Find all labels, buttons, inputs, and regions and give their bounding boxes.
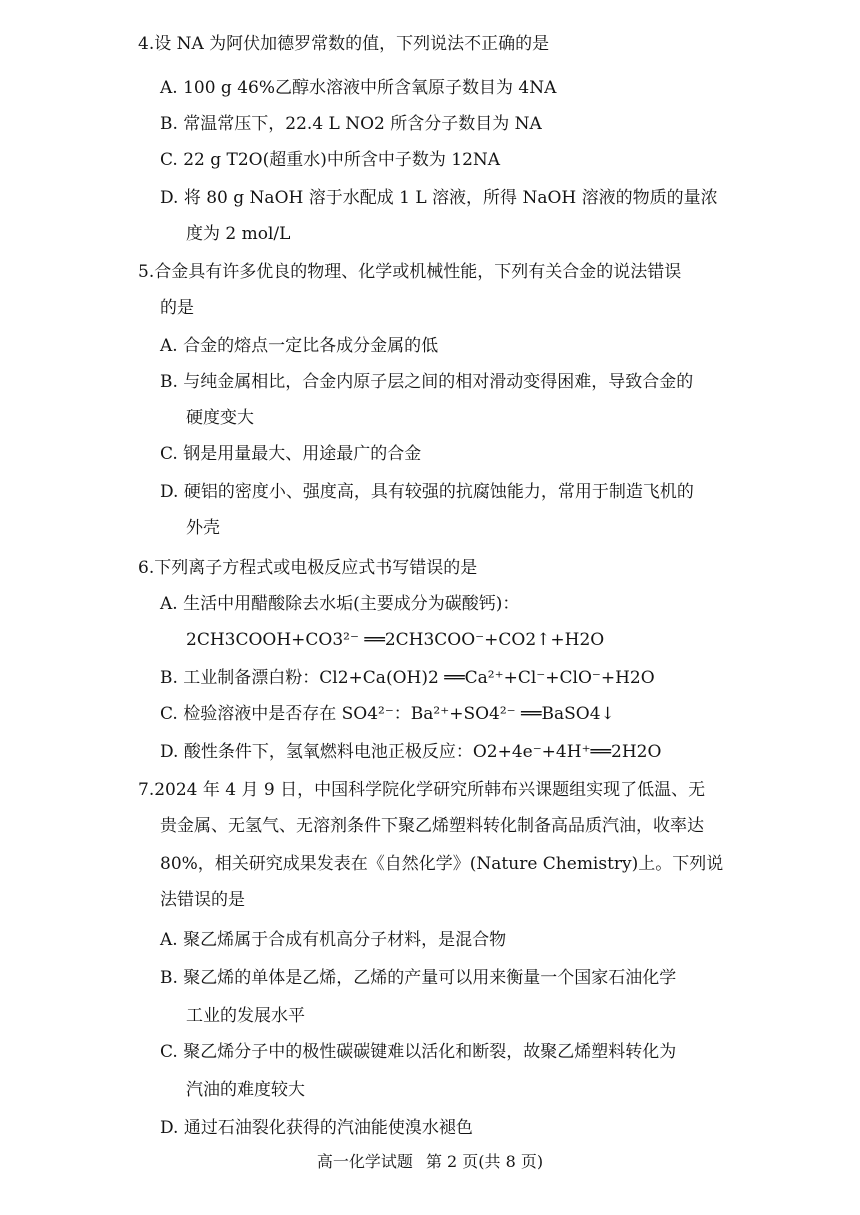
option-line: D. 将 80 g NaOH 溶于水配成 1 L 溶液，所得 NaOH 溶液的物质的量浓 xyxy=(160,188,718,208)
option-line: D. 酸性条件下，氢氧燃料电池正极反应：O2+4e⁻+4H⁺══2H2O xyxy=(160,742,662,762)
option-line: B. 与纯金属相比，合金内原子层之间的相对滑动变得困难，导致合金的 xyxy=(160,372,694,392)
question-stem-line: 的是 xyxy=(160,298,194,318)
question-stem-line: 80%，相关研究成果发表在《自然化学》(Nature Chemistry)上。下列说 xyxy=(160,854,724,874)
question-stem-line: 7.2024 年 4 月 9 日，中国科学院化学研究所韩布兴课题组实现了低温、无 xyxy=(138,780,706,800)
option-line: C. 22 g T2O(超重水)中所含中子数为 12NA xyxy=(160,150,501,170)
option-line: B. 常温常压下，22.4 L NO2 所含分子数目为 NA xyxy=(160,114,542,134)
option-line: C. 钢是用量最大、用途最广的合金 xyxy=(160,444,422,464)
option-line: A. 100 g 46%乙醇水溶液中所含氧原子数目为 4NA xyxy=(160,78,557,98)
footer-page-number: 第 2 页(共 8 页) xyxy=(425,1152,544,1171)
question-stem-line: 6.下列离子方程式或电极反应式书写错误的是 xyxy=(138,558,478,578)
footer-subject: 高一化学试题 xyxy=(316,1152,413,1171)
option-line: 工业的发展水平 xyxy=(186,1006,305,1026)
option-line: D. 硬铝的密度小、强度高，具有较强的抗腐蚀能力，常用于制造飞机的 xyxy=(160,482,694,502)
option-line: C. 检验溶液中是否存在 SO4²⁻：Ba²⁺+SO4²⁻ ══BaSO4↓ xyxy=(160,704,615,724)
option-line: B. 工业制备漂白粉：Cl2+Ca(OH)2 ══Ca²⁺+Cl⁻+ClO⁻+H2O xyxy=(160,668,655,688)
option-line: 度为 2 mol/L xyxy=(186,224,291,244)
option-line: 外壳 xyxy=(186,518,220,538)
option-line: A. 合金的熔点一定比各成分金属的低 xyxy=(160,336,439,356)
option-line: A. 聚乙烯属于合成有机高分子材料，是混合物 xyxy=(160,930,507,950)
option-line: 硬度变大 xyxy=(186,408,254,428)
question-stem-line: 法错误的是 xyxy=(160,890,245,910)
option-line: 汽油的难度较大 xyxy=(186,1080,305,1100)
question-stem-line: 4.设 NA 为阿伏加德罗常数的值，下列说法不正确的是 xyxy=(138,34,550,54)
option-line: D. 通过石油裂化获得的汽油能使溴水褪色 xyxy=(160,1118,473,1138)
page-footer xyxy=(0,1150,860,1174)
question-stem-line: 贵金属、无氢气、无溶剂条件下聚乙烯塑料转化制备高品质汽油，收率达 xyxy=(160,816,704,836)
option-line: 2CH3COOH+CO3²⁻ ══2CH3COO⁻+CO2↑+H2O xyxy=(186,630,605,650)
question-stem-line: 5.合金具有许多优良的物理、化学或机械性能，下列有关合金的说法错误 xyxy=(138,262,682,282)
option-line: C. 聚乙烯分子中的极性碳碳键难以活化和断裂，故聚乙烯塑料转化为 xyxy=(160,1042,677,1062)
option-line: A. 生活中用醋酸除去水垢(主要成分为碳酸钙)： xyxy=(160,594,520,614)
option-line: B. 聚乙烯的单体是乙烯，乙烯的产量可以用来衡量一个国家石油化学 xyxy=(160,968,677,988)
